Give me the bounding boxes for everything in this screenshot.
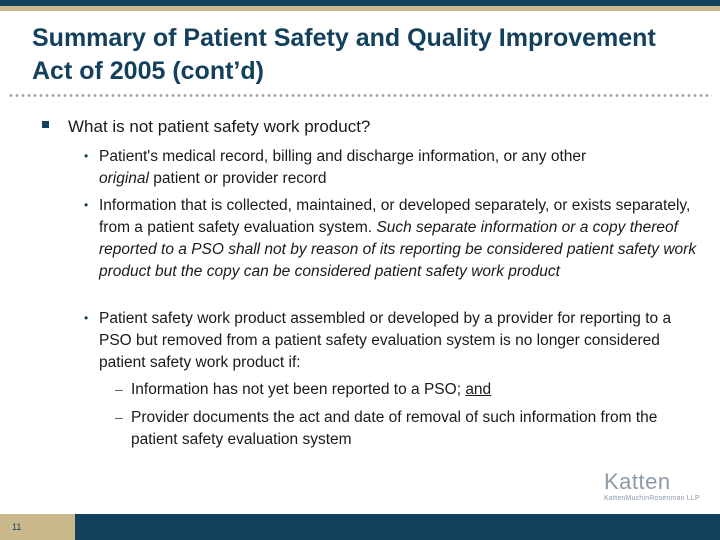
dash-bullet-icon: – [115, 381, 123, 397]
main-bullet-text: What is not patient safety work product? [68, 117, 371, 136]
sub-bullet-2-text: Information that is collected, maintained, or developed separately, or exists separately, from a patient safety evaluation system. [99, 197, 691, 236]
top-accent-bar [0, 0, 720, 11]
bottom-navy-bar [0, 514, 720, 540]
sub-sub-bullet-1 [131, 379, 691, 401]
sub-sub-bullet-2: Provider documents the act and date of removal of such information from the patient safety evaluation system [131, 409, 658, 448]
dotted-divider [8, 93, 712, 98]
katten-logo [604, 470, 704, 504]
sub-bullet-1-text2: patient or provider record [148, 170, 327, 187]
square-bullet-icon [42, 121, 49, 128]
logo-wordmark: Katten [604, 469, 671, 494]
sub-bullet-3: Patient safety work product assembled or developed by a provider for reporting to a PSO but removed from a patient safety evaluation system is no longer considered patient safety work product if: [99, 310, 672, 371]
top-navy-bar [0, 0, 720, 6]
sub-bullet-2-italic: Such separate information or a copy thereof reported to a PSO shall not by reason of its reporting be considered patient safety work product but the copy can be considered patient safety work product [99, 219, 697, 280]
page-number: 11 [12, 522, 22, 532]
dash-bullet-icon: – [115, 409, 123, 425]
sub-bullet-1-text: Patient's medical record, billing and discharge information, or any other [99, 148, 587, 165]
sub-bullet-1-italic: original [99, 170, 149, 187]
sub-sub-bullet-1-underline: and [465, 381, 492, 398]
sub-sub-bullet-1-text: Information has not yet been reported to a PSO; [131, 381, 466, 398]
logo-subtitle: KattenMuchinRosenman LLP [604, 495, 700, 502]
slide-title: Summary of Patient Safety and Quality Improvement Act of 2005 (cont’d) [32, 24, 656, 85]
dot-bullet-icon: • [84, 198, 89, 212]
dot-bullet-icon: • [84, 149, 89, 163]
dot-bullet-icon: • [84, 311, 89, 325]
sub-bullet-2 [99, 195, 699, 283]
sub-bullet-1 [99, 146, 699, 190]
